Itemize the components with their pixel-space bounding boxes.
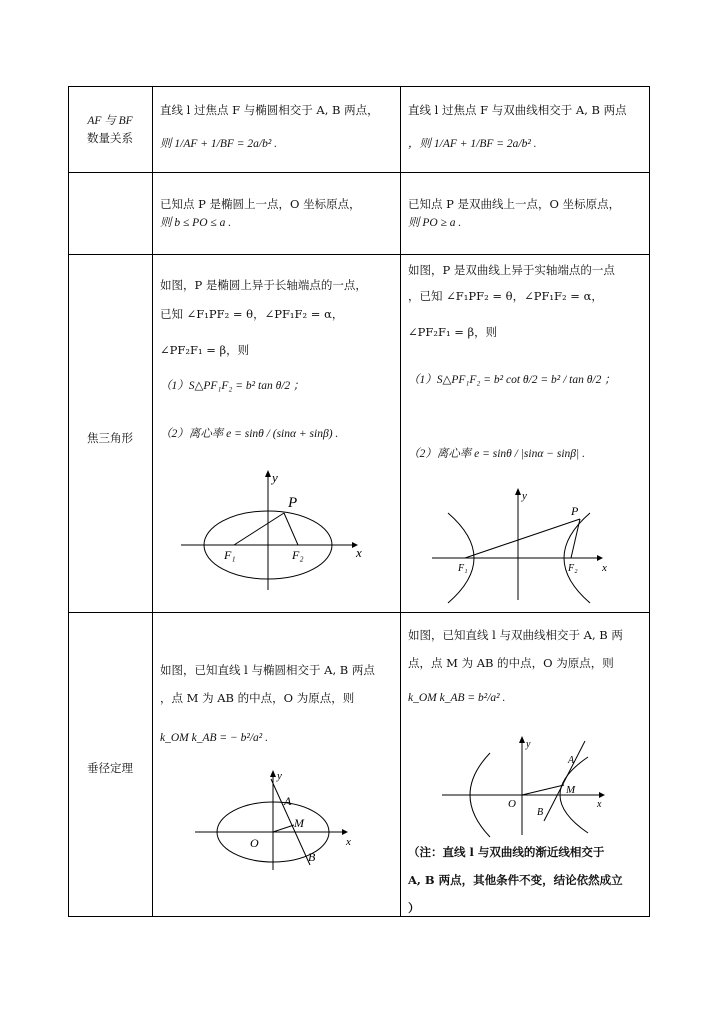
label-x: x [356, 545, 362, 560]
col-divider-1 [152, 86, 153, 917]
row2-ellipse-inequality: 则 b ≤ PO ≤ a . [160, 217, 232, 229]
y-axis-arrow [515, 488, 521, 495]
row3-hyperbola-area-formula: （1）S△PF₁F₂ = b² cot θ/2 = b² / tan θ/2 ； [408, 374, 616, 386]
x-axis-arrow [599, 792, 605, 798]
ellipse-focal-triangle-figure [176, 465, 376, 595]
line-l [271, 779, 310, 865]
row3-label: 焦三角形 [87, 431, 133, 445]
label-y: y [522, 490, 527, 502]
line-l [544, 741, 585, 821]
label-a: A [284, 794, 292, 808]
row4-hyperbola-line2: 点，点 M 为 AB 的中点，O 为原点，则 [408, 656, 614, 670]
label-p: P [571, 504, 579, 518]
segment-pf2 [284, 513, 298, 545]
row4-ellipse-line2: ，点 M 为 AB 的中点，O 为原点，则 [160, 691, 355, 705]
row1-label-line1: AF 与 BF [87, 115, 133, 127]
row3-ellipse-line1: 如图，P 是椭圆上异于长轴端点的一点， [160, 278, 367, 292]
label-b: B [537, 807, 544, 818]
row3-hyperbola-line1: 如图，P 是双曲线上异于实轴端点的一点 [408, 263, 615, 277]
y-axis-arrow [265, 470, 271, 477]
row4-note-line1: （注：直线 l 与双曲线的渐近线相交于 [408, 845, 605, 859]
ellipse-chord-midpoint-figure [190, 765, 365, 875]
row1-hyperbola-text: 直线 l 过焦点 F 与双曲线相交于 A, B 两点 [408, 103, 627, 117]
row4-ellipse-line1: 如图，已知直线 l 与椭圆相交于 A, B 两点 [160, 663, 375, 677]
label-y: y [272, 470, 278, 485]
label-m: M [566, 784, 576, 796]
label-a: A [568, 755, 575, 766]
y-axis-arrow [519, 736, 525, 743]
hyperbola-chord-midpoint-figure [440, 733, 615, 838]
row1-ellipse-formula: 则 1/AF + 1/BF = 2a/b² . [160, 138, 278, 150]
label-f2: F₂ [292, 548, 304, 562]
row2-hyperbola-text: 已知点 P 是双曲线上一点，O 坐标原点， [408, 197, 621, 211]
x-axis-arrow [342, 829, 348, 835]
row-divider-3 [68, 612, 650, 613]
segment-pf2 [571, 519, 580, 558]
row2-hyperbola-inequality: 则 PO ≥ a . [408, 217, 462, 229]
label-b: B [308, 850, 316, 864]
row1-ellipse-text: 直线 l 过焦点 F 与椭圆相交于 A, B 两点， [160, 103, 379, 117]
label-p: P [288, 495, 298, 511]
label-y: y [526, 739, 531, 750]
row1-label-line2: 数量关系 [87, 131, 133, 145]
hyperbola-focal-triangle-figure [430, 485, 625, 605]
segment-om [273, 825, 294, 832]
row4-label: 垂径定理 [87, 761, 133, 775]
row1-hyperbola-formula: ，则 1/AF + 1/BF = 2a/b² . [408, 138, 537, 150]
segment-pf1 [234, 513, 284, 545]
row4-hyperbola-line1: 如图，已知直线 l 与双曲线相交于 A, B 两 [408, 628, 623, 642]
label-x: x [602, 562, 607, 574]
row3-hyperbola-eccentricity: （2）离心率 e = sinθ / |sinα − sinβ| . [408, 448, 585, 460]
label-f1: F₁ [224, 548, 236, 562]
label-o: O [250, 836, 259, 850]
row4-ellipse-formula: k_OM k_AB = − b²/a² . [160, 732, 269, 744]
row3-hyperbola-line3: ∠PF₂F₁ = β，则 [408, 325, 498, 339]
label-o: O [508, 798, 516, 810]
label-f1: F₁ [458, 563, 468, 574]
segment-pf1 [465, 519, 580, 558]
label-m: M [294, 816, 304, 830]
row3-hyperbola-line2: ，已知 ∠F₁PF₂ = θ，∠PF₁F₂ = α， [408, 289, 603, 303]
label-x: x [346, 836, 351, 848]
label-x: x [597, 799, 602, 810]
row4-note-line2: A, B 两点，其他条件不变，结论依然成立 [408, 873, 623, 887]
row3-ellipse-eccentricity: （2）离心率 e = sinθ / (sinα + sinβ) . [160, 428, 339, 440]
row-divider-2 [68, 254, 650, 255]
row3-ellipse-line2: 已知 ∠F₁PF₂ = θ，∠PF₁F₂ = α， [160, 307, 344, 321]
label-f2: F₂ [568, 563, 578, 574]
row4-note-line3: ） [408, 901, 420, 915]
row3-ellipse-line3: ∠PF₂F₁ = β，则 [160, 343, 250, 357]
row3-ellipse-area-formula: （1）S△PF₁F₂ = b² tan θ/2 ； [160, 380, 305, 392]
row-divider-1 [68, 172, 650, 173]
row4-hyperbola-formula: k_OM k_AB = b²/a² . [408, 692, 506, 704]
row2-ellipse-text: 已知点 P 是椭圆上一点，O 坐标原点， [160, 197, 361, 211]
label-y: y [277, 770, 282, 782]
x-axis-arrow [597, 555, 603, 561]
col-divider-2 [400, 86, 401, 917]
y-axis-arrow [270, 770, 276, 777]
